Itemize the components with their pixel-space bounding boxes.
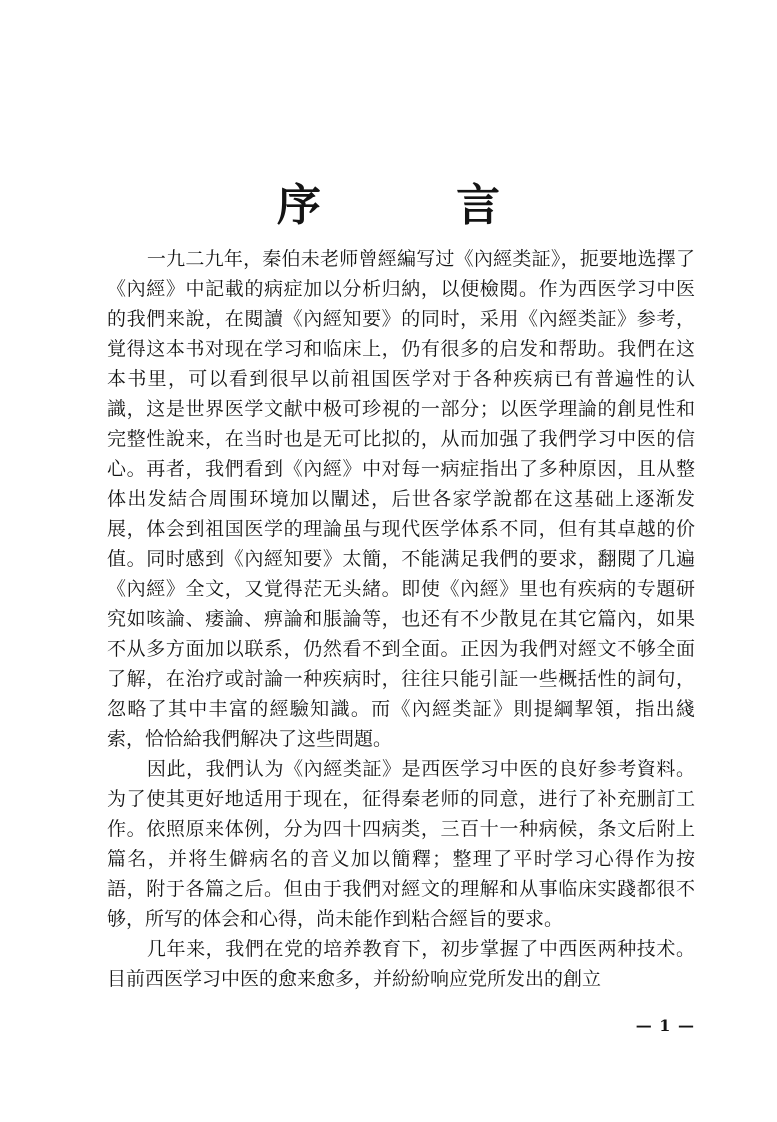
paragraph-2: 因此，我們认为《內經类証》是西医学习中医的良好参考資料。为了使其更好地适用于现在，征得秦老师的同意，进行了补充删訂工作。依照原来体例，分为四十四病类，三百十一种病候，条文后附上篇名，并将生僻病名的音义加以簡釋；整理了平时学习心得作为按語，附于各篇之后。但由于我們对經文的理解和从事临床实踐都很不够，所写的体会和心得，尚未能作到粘合經旨的要求。	[107, 758, 695, 930]
paragraph-1: 一九二九年，秦伯未老师曾經編写过《內經类証》，扼要地选擇了《內經》中記載的病症加以分析归納，以便檢閱。作为西医学习中医的我們来說，在閱讀《內經知要》的同时，采用《內經类証》参考，覚得这本书对现在学习和临床上，仍有很多的启发和帮助。我們在这本书里，可以看到很早以前祖国医学对于各种疾病已有普遍性的认識，这是世界医学文献中极可珍視的一部分；以医学理論的創見性和完整性說来，在当时也是无可比拟的，从而加强了我們学习中医的信心。再者，我們看到《內經》中对每一病症指出了多种原因，且从整体出发結合周围环境加以闡述，后世各家学說都在这基础上逐渐发展，体会到祖国医学的理論虽与现代医学体系不同，但有其卓越的价值。同时感到《內經知要》太簡，不能满足我們的要求，翻閱了几遍《內經》全文，又覚得茫无头緒。即使《內經》里也有疾病的专題研究如咳論、痿論、痹論和脹論等，也还有不少散見在其它篇內，如果不从多方面加以联系，仍然看不到全面。正因为我們对經文不够全面了解，在治疗或討論一种疾病时，往往只能引証一些概括性的詞句，忽略了其中丰富的經驗知識。而《內經类証》則提綱挈領，指出綫索，恰恰給我們解决了这些問題。	[107, 248, 695, 750]
page-number: — 1 —	[635, 1016, 695, 1035]
page-title: 序 言	[276, 180, 561, 231]
body-text	[107, 244, 695, 994]
paragraph-3: 几年来，我們在党的培养教育下，初步掌握了中西医两种技术。目前西医学习中医的愈来愈多，并紛紛响应党所发出的創立	[107, 938, 695, 990]
